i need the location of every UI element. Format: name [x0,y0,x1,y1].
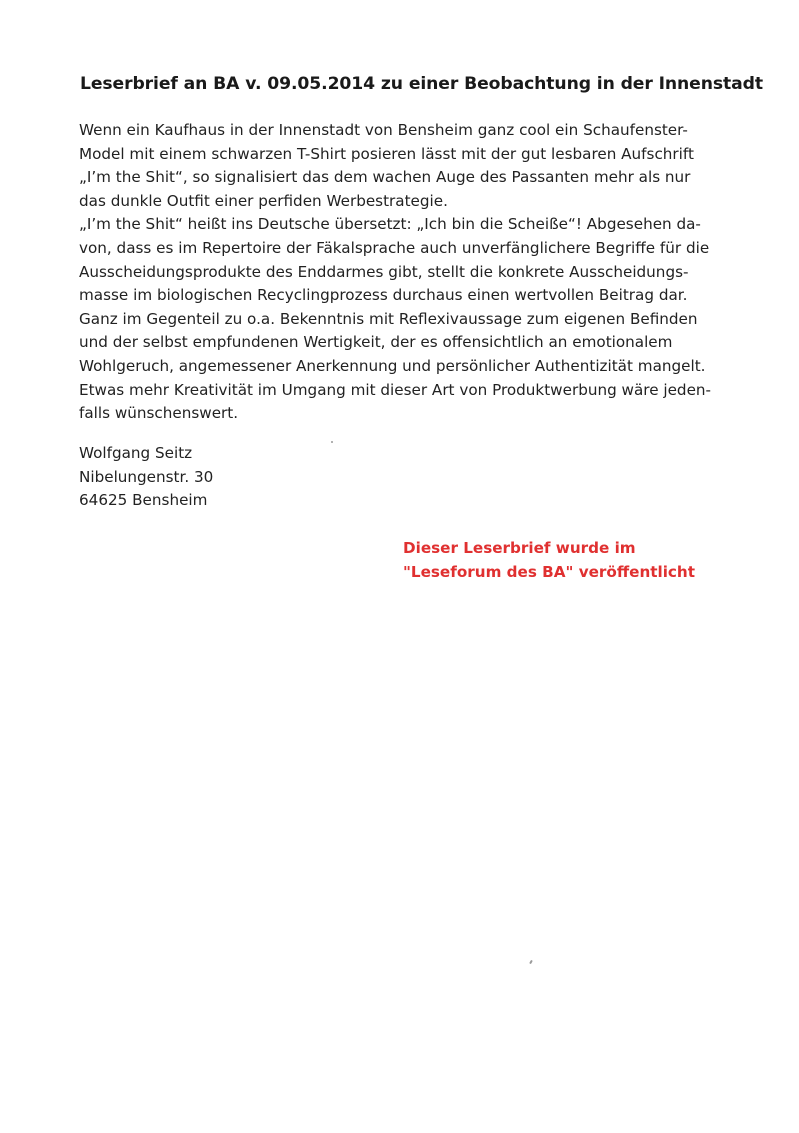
body-line: falls wünschenswert. [79,404,239,423]
publication-note-line: "Leseforum des BA" veröffentlicht [403,562,696,581]
publication-note-line: Dieser Leserbrief wurde im [403,539,636,557]
letter-body [79,119,769,426]
scan-speck [529,960,533,964]
body-line: „I’m the Shit“ heißt ins Deutsche übersetzt: „Ich bin die Scheiße“! Abgesehen da- [79,215,701,234]
body-line: von, dass es im Repertoire der Fäkalsprache auch unverfänglichere Begriffe für die [79,238,710,257]
body-line: Etwas mehr Kreativität im Umgang mit dieser Art von Produktwerbung wäre jeden- [79,380,712,399]
letter-title: Leserbrief an BA v. 09.05.2014 zu einer Beobachtung in der Innenstadt [80,74,763,94]
signature-street: Nibelungenstr. 30 [79,467,214,486]
body-line: Ganz im Gegenteil zu o.a. Bekenntnis mit Reflexivaussage zum eigenen Befinden [79,309,698,328]
body-line: Wohlgeruch, angemessener Anerkennung und persönlicher Authentizität mangelt. [79,356,706,375]
scan-speck [331,441,333,443]
publication-note [403,537,695,584]
body-line: masse im biologischen Recyclingprozess durchaus einen wertvollen Beitrag dar. [79,286,688,305]
body-line: und der selbst empfundenen Wertigkeit, der es offensichtlich an emotionalem [79,333,673,352]
body-line: das dunkle Outfit einer perfiden Werbestrategie. [79,191,448,210]
body-line: Model mit einem schwarzen T-Shirt posieren lässt mit der gut lesbaren Aufschrift [79,144,694,163]
signature-name: Wolfgang Seitz [79,444,193,462]
body-line: „I’m the Shit“, so signalisiert das dem wachen Auge des Passanten mehr als nur [79,168,691,187]
signature-city: 64625 Bensheim [79,491,208,510]
signature-block [79,442,213,513]
body-line: Wenn ein Kaufhaus in der Innenstadt von Bensheim ganz cool ein Schaufenster- [79,121,688,139]
body-line: Ausscheidungsprodukte des Enddarmes gibt, stellt die konkrete Ausscheidungs- [79,262,689,281]
